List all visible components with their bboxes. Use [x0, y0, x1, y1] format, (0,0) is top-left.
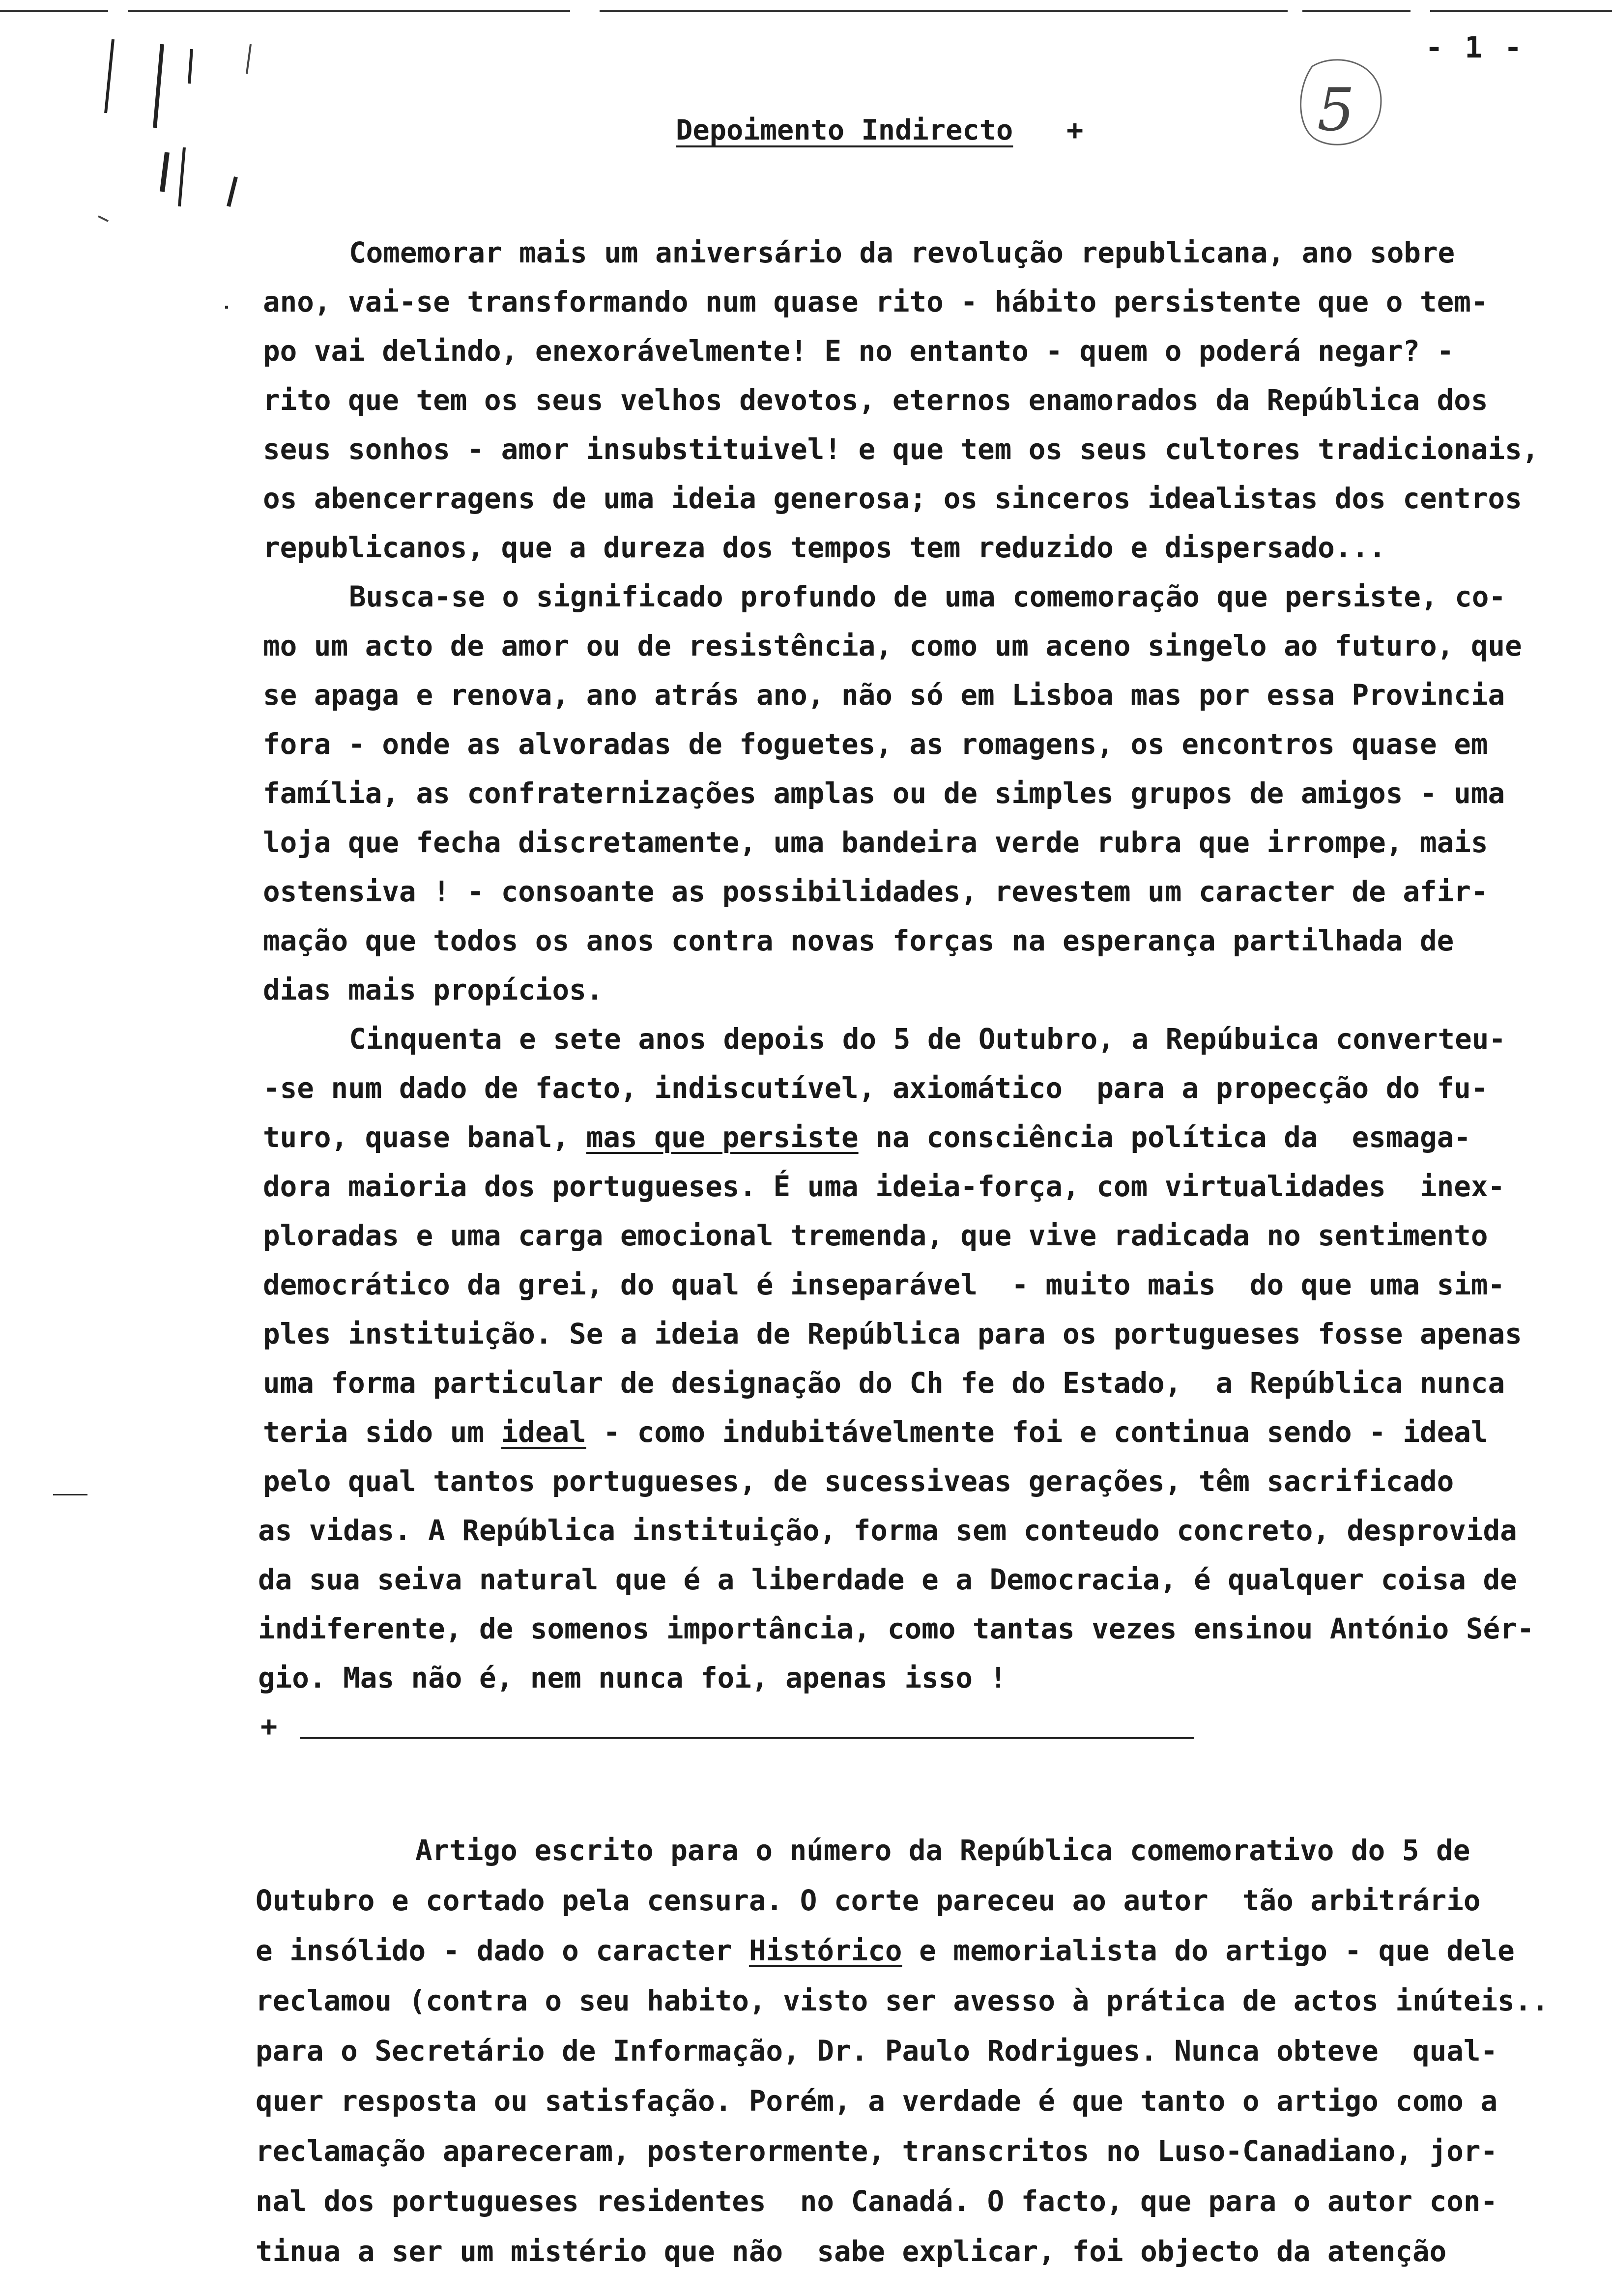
- paragraph-1-line-4: rito que tem os seus velhos devotos, eternos enamorados da República dos: [263, 384, 1488, 417]
- paragraph-3-line-1: Cinquenta e sete anos depois do 5 de Outubro, a Repúbuica converteu-: [349, 1023, 1506, 1056]
- paragraph-1-line-5: seus sonhos - amor insubstituivel! e que tem os seus cultores tradicionais,: [263, 433, 1539, 466]
- footnote-line-3-end: e memorialista do artigo - que dele: [919, 1934, 1515, 1967]
- paragraph-1-line-6: os abencerragens de uma ideia generosa; os sinceros idealistas dos centros: [263, 482, 1522, 515]
- paragraph-3-line-3-end: na consciência política da esmaga-: [875, 1121, 1471, 1154]
- footnote-line-6: quer resposta ou satisfação. Porém, a verdade é que tanto o artigo como a: [256, 2085, 1498, 2118]
- paragraph-2-line-4: fora - onde as alvoradas de foguetes, as romagens, os encontros quase em: [263, 728, 1488, 761]
- paragraph-3-line-9-end: - como indubitávelmente foi e continua sendo - ideal: [603, 1416, 1488, 1449]
- handwritten-margin-marks: [88, 29, 275, 236]
- paragraph-3-line-11: as vidas. A República instituição, forma sem conteudo concreto, desprovida: [258, 1514, 1517, 1547]
- scan-margin-dot: [225, 306, 228, 309]
- paragraph-3-line-9: [263, 1408, 1580, 1457]
- paragraph-3-line-4: dora maioria dos portugueses. É uma ideia-força, com virtualidades inex-: [263, 1170, 1505, 1203]
- title-footnote-marker: +: [1066, 114, 1084, 146]
- paragraph-1-line-2: ano, vai-se transformando num quase rito - hábito persistente que o tem-: [263, 286, 1488, 318]
- paragraph-2-line-7: ostensiva ! - consoante as possibilidades, revestem um caracter de afir-: [263, 875, 1488, 908]
- circled-number-text: 5: [1317, 76, 1355, 144]
- article-title: Depoimento Indirecto: [676, 114, 1013, 146]
- footnote-line-5: para o Secretário de Informação, Dr. Paulo Rodrigues. Nunca obteve qual-: [256, 2035, 1498, 2067]
- footnote-line-1: Artigo escrito para o número da República comemorativo do 5 de: [415, 1834, 1470, 1867]
- scan-margin-mark: [53, 1494, 87, 1495]
- footnote-marker: +: [260, 1710, 278, 1743]
- underlined-phrase-mas-que-persiste: mas que persiste: [586, 1121, 859, 1154]
- paragraph-1-line-3: po vai delindo, enexorávelmente! E no entanto - quem o poderá negar? -: [263, 335, 1454, 368]
- footnote-line-3: [256, 1926, 1583, 1976]
- paragraph-2-line-8: mação que todos os anos contra novas forças na esperança partilhada de: [263, 924, 1454, 957]
- paragraph-3-line-5: ploradas e uma carga emocional tremenda, que vive radicada no sentimento: [263, 1219, 1488, 1252]
- paragraph-1-line-7: republicanos, que a dureza dos tempos tem reduzido e dispersado...: [263, 531, 1386, 564]
- paragraph-2-line-2: mo um acto de amor ou de resistência, como um aceno singelo ao futuro, que: [263, 630, 1522, 662]
- paragraph-3-line-3-start: turo, quase banal,: [263, 1121, 570, 1154]
- paragraph-2-line-9: dias mais propícios.: [263, 974, 604, 1006]
- footnote-line-9: tinua a ser um mistério que não sabe explicar, foi objecto da atenção: [256, 2235, 1447, 2268]
- handwritten-circled-number: [1283, 47, 1396, 170]
- paragraph-3-line-6: democrático da grei, do qual é inseparável - muito mais do que uma sim-: [263, 1268, 1505, 1301]
- paragraph-1-line-1: Comemorar mais um aniversário da revolução republicana, ano sobre: [349, 236, 1455, 269]
- paragraph-2-line-5: família, as confraternizações amplas ou de simples grupos de amigos - uma: [263, 777, 1505, 810]
- paragraph-3-line-9-start: teria sido um: [263, 1416, 485, 1449]
- paragraph-3-line-13: indiferente, de somenos importância, como tantas vezes ensinou António Sér-: [258, 1612, 1534, 1645]
- paragraph-3-line-2: -se num dado de facto, indiscutível, axiomático para a propecção do fu-: [263, 1072, 1488, 1105]
- paragraph-3-line-7: ples instituição. Se a ideia de República para os portugueses fosse apenas: [263, 1318, 1522, 1350]
- paragraph-2-line-1: Busca-se o significado profundo de uma comemoração que persiste, co-: [349, 580, 1506, 613]
- paragraph-3-line-10: pelo qual tantos portugueses, de sucessiveas gerações, têm sacrificado: [263, 1465, 1454, 1498]
- footnote-line-2: Outubro e cortado pela censura. O corte pareceu ao autor tão arbitrário: [256, 1884, 1481, 1917]
- paragraph-3-line-8: uma forma particular de designação do Ch fe do Estado, a República nunca: [263, 1367, 1505, 1400]
- page-number: - 1 -: [1425, 30, 1524, 65]
- footnote-line-7: reclamação apareceram, posterormente, transcritos no Luso-Canadiano, jor-: [256, 2135, 1498, 2168]
- footnote-line-3-start: e insólido - dado o caracter: [256, 1934, 732, 1967]
- paragraph-2-line-6: loja que fecha discretamente, uma bandeira verde rubra que irrompe, mais: [263, 826, 1488, 859]
- footnote-rule: [300, 1737, 1194, 1739]
- paragraph-3-line-12: da sua seiva natural que é a liberdade e a Democracia, é qualquer coisa de: [258, 1563, 1517, 1596]
- paragraph-3-line-14: gio. Mas não é, nem nunca foi, apenas isso !: [258, 1662, 1007, 1694]
- underlined-word-historico: Histórico: [748, 1934, 902, 1967]
- paragraph-3-line-3: [263, 1113, 1580, 1162]
- footnote-line-4: reclamou (contra o seu habito, visto ser avesso à prática de actos inúteis..: [256, 1984, 1549, 2017]
- paragraph-2-line-3: se apaga e renova, ano atrás ano, não só em Lisboa mas por essa Provincia: [263, 679, 1505, 712]
- underlined-word-ideal: ideal: [501, 1416, 586, 1449]
- scan-top-rule: [0, 9, 1612, 13]
- footnote-line-8: nal dos portugueses residentes no Canadá. O facto, que para o autor con-: [256, 2185, 1498, 2218]
